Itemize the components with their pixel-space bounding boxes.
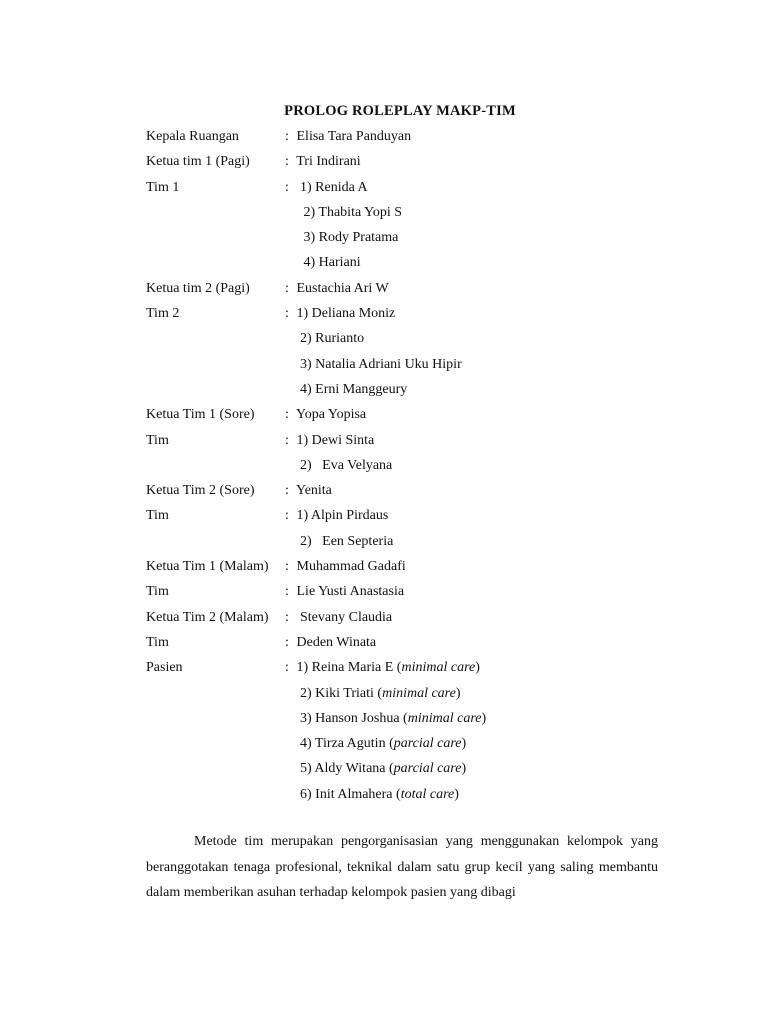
roster-value-text: 1) Alpin Pirdaus <box>293 508 389 524</box>
roster-list <box>146 127 706 810</box>
roster-value-text: 5) Aldy Witana ( <box>293 761 394 777</box>
roster-row <box>146 557 706 582</box>
roster-value <box>293 152 361 172</box>
roster-value-text: 2) Een Septeria <box>293 533 394 549</box>
roster-label: Tim <box>146 508 169 524</box>
care-level: minimal care <box>401 660 476 676</box>
roster-colon: : <box>285 634 289 650</box>
roster-row <box>146 532 706 557</box>
roster-label: Ketua tim 2 (Pagi) <box>146 280 250 296</box>
roster-row <box>146 178 706 203</box>
care-close-paren: ) <box>461 761 467 777</box>
roster-value-text: 6) Init Almahera ( <box>293 786 401 802</box>
roster-row <box>146 253 706 278</box>
roster-label: Pasien <box>146 660 183 676</box>
roster-value <box>293 456 392 476</box>
roster-value-text: 1) Reina Maria E ( <box>293 660 402 676</box>
roster-row <box>146 380 706 405</box>
roster-value-text: 2) Rurianto <box>293 331 365 347</box>
roster-value <box>293 532 393 552</box>
roster-row <box>146 127 706 152</box>
roster-value <box>293 633 376 653</box>
roster-value-text: 2) Thabita Yopi S <box>293 204 403 220</box>
care-close-paren: ) <box>454 786 459 802</box>
roster-value <box>293 355 462 375</box>
roster-value-text: 1) Deliana Moniz <box>293 306 396 322</box>
roster-value-text: 3) Natalia Adriani Uku Hipir <box>293 356 462 372</box>
roster-value <box>293 481 332 501</box>
roster-value <box>293 506 388 526</box>
roster-value-text: Yopa Yopisa <box>293 407 367 423</box>
roster-colon: : <box>285 432 289 448</box>
roster-value <box>293 709 486 729</box>
roster-value <box>293 734 466 754</box>
roster-value-text: 2) Kiki Triati ( <box>293 685 383 701</box>
roster-value-text: 4) Erni Manggeury <box>293 381 408 397</box>
roster-value <box>293 279 389 299</box>
body-paragraph: Metode tim merupakan pengorganisasian yang menggunakan kelompok yang beranggotakan tenaga profesional, teknikal dalam satu grup kecil yang saling membantu dalam memberikan asuhan terhadap kelompok pasien yang dibagi <box>146 834 658 900</box>
care-level: parcial care <box>393 736 462 752</box>
roster-label: Tim <box>146 432 169 448</box>
roster-colon: : <box>285 559 289 575</box>
roster-label: Tim 1 <box>146 179 180 195</box>
roster-value-text: 4) Tirza Agutin ( <box>293 736 394 752</box>
care-close-paren: ) <box>461 736 467 752</box>
roster-colon: : <box>285 179 289 195</box>
roster-value-text: 3) Rody Pratama <box>293 230 399 246</box>
roster-value-text: Muhammad Gadafi <box>293 559 406 575</box>
roster-value-text: 3) Hanson Joshua ( <box>293 710 408 726</box>
roster-value-text: 1) Renida A <box>293 179 368 195</box>
roster-value-text: Lie Yusti Anastasia <box>293 584 405 600</box>
roster-label: Ketua tim 1 (Pagi) <box>146 154 250 170</box>
roster-value <box>293 329 364 349</box>
roster-colon: : <box>285 154 289 170</box>
roster-row <box>146 658 706 683</box>
roster-value-text: 2) Eva Velyana <box>293 457 393 473</box>
roster-colon: : <box>285 407 289 423</box>
roster-value <box>293 557 406 577</box>
roster-colon: : <box>285 483 289 499</box>
roster-value-text: 4) Hariani <box>293 255 361 271</box>
roster-row <box>146 734 706 759</box>
roster-row <box>146 329 706 354</box>
roster-value <box>293 178 368 198</box>
roster-colon: : <box>285 584 289 600</box>
roster-value <box>293 684 461 704</box>
roster-row <box>146 304 706 329</box>
roster-value <box>293 127 411 147</box>
roster-row <box>146 608 706 633</box>
care-close-paren: ) <box>481 710 487 726</box>
roster-value <box>293 253 361 273</box>
roster-label: Tim <box>146 584 169 600</box>
roster-label: Tim <box>146 634 169 650</box>
roster-value <box>293 228 398 248</box>
care-level: total care <box>400 786 455 802</box>
roster-value <box>293 203 402 223</box>
roster-value <box>293 658 480 678</box>
roster-value <box>293 759 466 779</box>
roster-value-text: Stevany Claudia <box>293 609 393 625</box>
document-title: PROLOG ROLEPLAY MAKP-TIM <box>284 103 516 119</box>
roster-row <box>146 759 706 784</box>
roster-row <box>146 456 706 481</box>
roster-value-text: Elisa Tara Panduyan <box>293 129 412 144</box>
roster-label: Ketua Tim 2 (Malam) <box>146 609 269 625</box>
roster-row <box>146 785 706 810</box>
roster-row <box>146 431 706 456</box>
roster-row <box>146 355 706 380</box>
roster-value-text: Deden Winata <box>293 634 377 650</box>
roster-colon: : <box>285 280 289 296</box>
roster-value <box>293 582 404 602</box>
roster-value-text: 1) Dewi Sinta <box>293 432 375 448</box>
roster-row <box>146 203 706 228</box>
roster-value-text: Tri Indirani <box>293 154 361 170</box>
roster-label: Kepala Ruangan <box>146 129 239 144</box>
roster-label: Tim 2 <box>146 306 180 322</box>
roster-value <box>293 304 395 324</box>
roster-value <box>293 431 374 451</box>
care-close-paren: ) <box>475 660 480 676</box>
roster-value <box>293 608 392 628</box>
roster-colon: : <box>285 508 289 524</box>
roster-row <box>146 481 706 506</box>
roster-row <box>146 279 706 304</box>
care-close-paren: ) <box>455 685 461 701</box>
roster-row <box>146 506 706 531</box>
roster-row <box>146 684 706 709</box>
roster-label: Ketua Tim 1 (Malam) <box>146 559 269 575</box>
roster-colon: : <box>285 660 289 676</box>
roster-colon: : <box>285 129 289 144</box>
roster-label: Ketua Tim 1 (Sore) <box>146 407 255 423</box>
care-level: parcial care <box>393 761 462 777</box>
roster-row <box>146 709 706 734</box>
roster-row <box>146 582 706 607</box>
roster-colon: : <box>285 609 289 625</box>
roster-row <box>146 405 706 430</box>
care-level: minimal care <box>382 685 456 701</box>
care-level: minimal care <box>407 710 482 726</box>
roster-value-text: Eustachia Ari W <box>293 280 389 296</box>
roster-row <box>146 152 706 177</box>
roster-row <box>146 228 706 253</box>
roster-label: Ketua Tim 2 (Sore) <box>146 483 255 499</box>
roster-value <box>293 405 366 425</box>
roster-value-text: Yenita <box>293 483 332 499</box>
roster-colon: : <box>285 306 289 322</box>
roster-row <box>146 633 706 658</box>
roster-value <box>293 785 459 805</box>
roster-value <box>293 380 407 400</box>
